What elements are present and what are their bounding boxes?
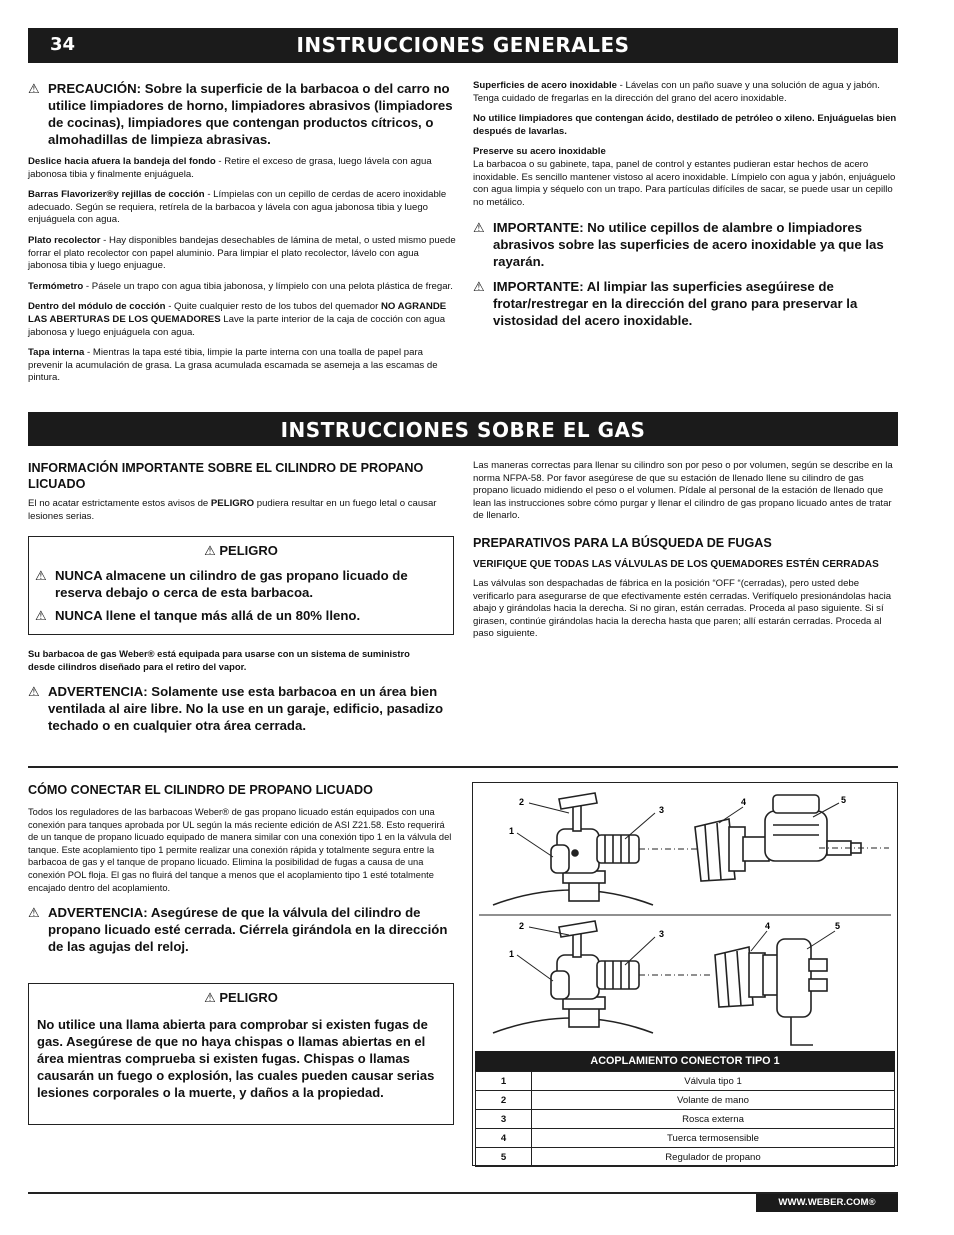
connector-diagram-box xyxy=(472,782,898,1166)
leak-text: Las válvulas son despachadas de fábrica en la posición “OFF “(cerradas), pero usted debe verificarlo para asegurarse de que efectivamente estén cerradas. Verifíquelo presionándolas hacia abajo y girándolas hacia la derecha. Si no giran, están cerradas. Proceda al paso siguiente. Si sí girasen, continúe girándolas hacia la derecha hasta que paren; allí estarán cerradas. Proceda al paso siguiente. xyxy=(473,577,892,640)
diagram-label: 2 xyxy=(519,797,525,807)
danger-title: ⚠ PELIGRO xyxy=(204,543,278,558)
table-row: 5 Regulador de propano xyxy=(476,1148,895,1167)
cylinder-text: El no acatar estrictamente estos avisos de PELIGRO pudiera resultar en un fuego letal o causar lesiones serias. xyxy=(28,498,437,522)
warning-triangle-icon: ⚠ xyxy=(35,608,47,623)
caution-notice: ⚠ PRECAUCIÓN: Sobre la superficie de la barbacoa o del carro no utilice limpiadores de horno, limpiadores abrasivos (limpiadores de cocinas), limpiadores que contengan productos cítricos, o almohadillas de limpieza abrasivas. xyxy=(28,81,453,147)
danger-box-2 xyxy=(28,983,454,1125)
cleaning-item: Barras Flavorizer®y rejillas de cocción - Límpielas con un cepillo de cerdas de acero inoxidable adecuado. Según se requiera, retírela de la barbacoa y lávela con agua jabonosa tibia y luego enjuáguela con agua. xyxy=(28,189,447,226)
warning-triangle-icon: ⚠ xyxy=(28,684,40,700)
diagram-label: 2 xyxy=(519,921,525,931)
warning-valve-closed: ⚠ ADVERTENCIA: Asegúrese de que la válvula del cilindro de propano licuado esté cerrada. Ciérrela girándola en la dirección de las agujas del reloj. xyxy=(28,905,448,955)
tank-valve-top xyxy=(493,793,653,905)
table-row: 2 Volante de mano xyxy=(476,1091,895,1110)
stainless-no-use: No utilice limpiadores que contengan ácido, destilado de petróleo o xileno. Enjuáguelas bien después de lavarlas. xyxy=(473,113,897,137)
cleaning-item: Tapa interna - Mientras la tapa esté tibia, limpie la parte interna con una toalla de papel para prevenir la acumulación de grasa. La grasa acumulada escamada se asemeja a las escamas de pintura. xyxy=(28,347,438,384)
connect-column xyxy=(28,782,456,955)
table-row: 3 Rosca externa xyxy=(476,1110,895,1129)
danger-line-2: ⚠ NUNCA llene el tanque más allá de un 80% lleno. xyxy=(35,608,361,623)
danger-box-1 xyxy=(28,536,454,635)
connect-heading: CÓMO CONECTAR EL CILINDRO DE PROPANO LICUADO xyxy=(28,783,373,797)
warning-triangle-icon: ⚠ xyxy=(28,81,40,96)
warning-triangle-icon: ⚠ xyxy=(28,905,40,921)
diagram-label: 3 xyxy=(659,805,665,815)
weber-vapor-note: Su barbacoa de gas Weber® está equipada para usarse con un sistema de suministro desde cilindros diseñado para el retiro del vapor. xyxy=(28,648,410,672)
table-row: 4 Tuerca termosensible xyxy=(476,1129,895,1148)
warning-triangle-icon: ⚠ xyxy=(204,543,216,558)
tank-valve-bottom xyxy=(493,921,653,1033)
important-notice-1: ⚠ IMPORTANTE: No utilice cepillos de alambre o limpiadores abrasivos sobre las superficies de acero inoxidable ya que las rayarán. xyxy=(473,220,884,270)
diagram-label: 3 xyxy=(659,929,665,939)
section-title-general: INSTRUCCIONES GENERALES xyxy=(296,33,630,57)
preserve-text: La barbacoa o su gabinete, tapa, panel de control y estantes pudieran estar hechos de acero inoxidable. Es sencillo mantener vistoso al acero inoxidable. Límpielo con agua y jabón, enjuáguelo con agua limpia y séquelo con un trapo. Para partículas difíciles de sacar, se puede usar un cepillo no metálico. xyxy=(473,158,896,208)
section-divider xyxy=(28,766,898,768)
footer-url[interactable]: WWW.WEBER.COM® xyxy=(756,1194,898,1212)
fill-text: Las maneras correctas para llenar su cilindro son por peso o por volumen, según se describe en la norma NFPA-58. Por favor asegúrese de que su estación de llenado llene su cilindro de gas propano licuado midiendo el peso o el volumen. Pídale al personal de la estación de llenado que lean las instrucciones sobre cómo purgar y llenar el cilindro de gas propano licuado antes de tratar de llenarlo. xyxy=(473,460,893,522)
parts-table xyxy=(475,1071,895,1167)
cleaning-item: Dentro del módulo de cocción - Quite cualquier resto de los tubos del quemador NO AGRANDE LAS ABERTURAS DE LOS QUEMADORES Lave la parte interior de la caja de cocción con agua jabonosa y luego enjuáguela con agua. xyxy=(28,301,447,338)
connector-illustration xyxy=(473,783,897,1051)
gas-left-column xyxy=(28,460,456,523)
parts-table-title: ACOPLAMIENTO CONECTOR TIPO 1 xyxy=(475,1051,895,1071)
diagram-label: 4 xyxy=(741,797,747,807)
important-notice-2: ⚠ IMPORTANTE: Al limpiar las superficies asegúirese de frotar/restregar en la dirección del grano para preservar la vistosidad del acero inoxidable. xyxy=(473,279,858,329)
page-number: 34 xyxy=(50,34,76,55)
cleaning-item: Termómetro - Pásele un trapo con agua tibia jabonosa, y límpielo con una pelota plástica de fregar. xyxy=(28,280,453,292)
stainless-paragraph: Superficies de acero inoxidable - Lávelas con un paño suave y una solución de agua y jabón. Tenga cuidado de fregarlas en la dirección del grano del acero inoxidable. xyxy=(473,80,880,104)
section-banner-gas xyxy=(28,412,898,446)
general-left-column xyxy=(28,80,456,385)
warning-triangle-icon: ⚠ xyxy=(35,568,47,583)
warning-triangle-icon: ⚠ xyxy=(473,220,485,236)
preserve-title: Preserve su acero inoxidable xyxy=(473,146,606,158)
gas-left-lower xyxy=(28,648,444,734)
cleaning-item-list xyxy=(28,156,456,385)
connect-text: Todos los reguladores de las barbacoas Weber® de gas propano licuado están equipados con una conexión para tanques aprobada por UL según la más reciente edición de ASI Z21.58. Esto requerirá de un tanque de propano licuado equipado de manera similar con una conexión tipo 1 en la válvula del tanque. Este acoplamiento tipo 1 permite realizar una conexión rápida y totalmente segura entre la barbacoa de gas y el tanque de propano licuado. Elimina la posibilidad de fugas a causa de una conexión POL floja. El gas no fluirá del tanque a menos que el acoplamiento tipo 1 esté totalmente encajado dentro del acoplamiento. xyxy=(28,807,452,893)
diagram-label: 5 xyxy=(841,795,847,805)
heat-sensitive-nut-top xyxy=(695,819,745,881)
danger-open-flame-text: No utilice una llama abierta para comprobar si existen fugas de gas. Asegúrese de que no haya chispas o llamas abiertas en el área mientras comprueba si existen fugas. Chispas o llamas causarán un fuego o explosión, las cuales pueden causar serias lesiones corporales o la muerte, y daños a la propiedad. xyxy=(37,1017,435,1100)
propane-regulator-bottom xyxy=(763,939,827,1045)
diagram-label: 1 xyxy=(509,949,515,959)
leak-heading: PREPARATIVOS PARA LA BÚSQUEDA DE FUGAS xyxy=(473,535,772,550)
diagram-label: 1 xyxy=(509,826,515,836)
diagram-label: 5 xyxy=(835,921,841,931)
danger-line-1: ⚠ NUNCA almacene un cilindro de gas propano licuado de reserva debajo o cerca de esta barbacoa. xyxy=(35,568,408,600)
cylinder-heading: INFORMACIÓN IMPORTANTE SOBRE EL CILINDRO DE PROPANO LICUADO xyxy=(28,461,424,491)
general-right-column xyxy=(473,80,897,329)
table-row: 1 Válvula tipo 1 xyxy=(476,1072,895,1091)
warning-triangle-icon: ⚠ xyxy=(204,990,216,1005)
warning-triangle-icon: ⚠ xyxy=(473,279,485,295)
gas-right-column xyxy=(473,460,897,641)
cleaning-item: Deslice hacia afuera la bandeja del fondo - Retire el exceso de grasa, luego lávela con agua jabonosa tibia y finalmente enjuáguela. xyxy=(28,156,432,180)
cleaning-item: Plato recolector - Hay disponibles bandejas desechables de lámina de metal, o usted mismo puede forrar el plato recolector con papel aluminio. Para limpiar el plato recolector, lávelo con agua jabonosa tibia y luego enjuague. xyxy=(28,234,456,272)
section-title-gas: INSTRUCCIONES SOBRE EL GAS xyxy=(280,418,646,442)
warning-ventilation: ⚠ ADVERTENCIA: Solamente use esta barbacoa en un área bien ventilada al aire libre. No la use en un garaje, edificio, pasadizo techado o en cualquier otra área cerrada. xyxy=(28,684,444,734)
diagram-label: 4 xyxy=(765,921,771,931)
heat-sensitive-nut-bottom xyxy=(715,947,765,1007)
leak-subheading: VERIFIQUE QUE TODAS LAS VÁLVULAS DE LOS QUEMADORES ESTÉN CERRADAS xyxy=(473,558,879,570)
danger-title: ⚠ PELIGRO xyxy=(204,990,278,1005)
section-banner-general xyxy=(28,28,898,63)
